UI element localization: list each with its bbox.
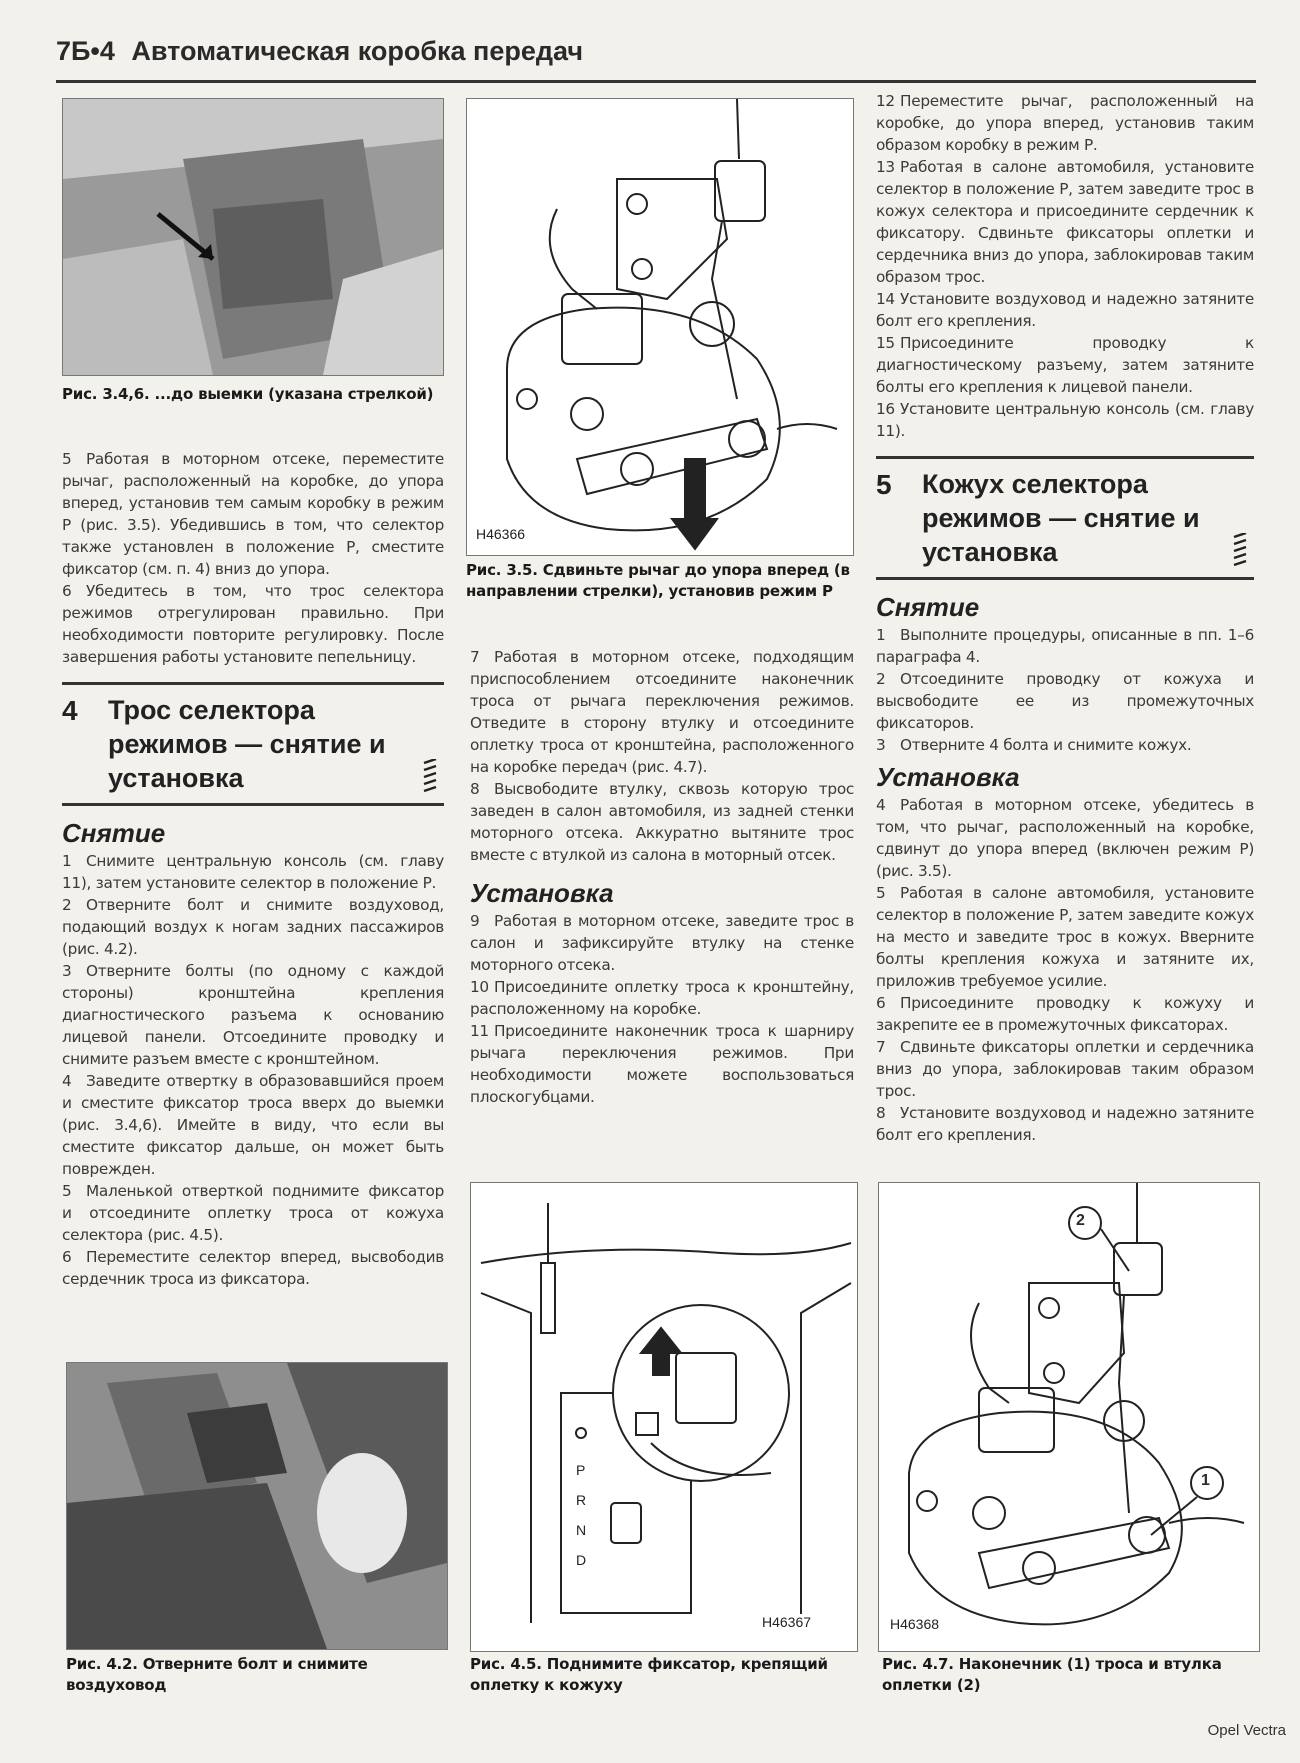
section-title: Трос селектора режимов — снятие и установка (108, 695, 386, 793)
svg-text:P: P (576, 1462, 586, 1478)
paragraph: 7 Работая в моторном отсеке, подходящим приспособлением отсоедините наконечник троса от рычага переключения режимов. Отведите в сторону втулку и отсоедините оплетку троса от кронштейна, расположенного на коробке передач (рис. 4.7). (470, 648, 854, 776)
svg-text:R: R (576, 1492, 587, 1508)
paragraph: 11 Присоедините наконечник троса к шарниру рычага переключения режимов. При необходимости можете воспользоваться плоскогубцами. (470, 1022, 854, 1106)
page-header (56, 36, 1256, 67)
paragraph: 1 Снимите центральную консоль (см. главу 11), затем установите селектор в положение Р. (62, 852, 444, 892)
paragraph: 7 Сдвиньте фиксаторы оплетки и сердечника вниз до упора, заблокировав таким образом трос. (876, 1038, 1254, 1100)
section-number: 4 (62, 695, 78, 726)
install-heading: Установка (470, 878, 614, 908)
column-2 (470, 646, 854, 1108)
paragraph: 15 Присоедините проводку к диагностическому разъему, затем затяните болты его крепления к лицевой панели. (876, 334, 1254, 396)
paragraph: 12 Переместите рычаг, расположенный на коробке, до упора вперед, установив таким образом коробку в режим Р. (876, 92, 1254, 154)
paragraph: 9 Работая в моторном отсеке, заведите трос в салон и зафиксируйте втулку на стенке моторного отсека. (470, 912, 854, 974)
removal-heading: Снятие (62, 818, 166, 848)
figure-3-4-6-caption: Рис. 3.4,6. ...до выемки (указана стрелкой) (62, 385, 434, 403)
difficulty-wrench-icon (1232, 533, 1248, 567)
paragraph: 1 Выполните процедуры, описанные в пп. 1–6 параграфа 4. (876, 626, 1254, 666)
paragraph: 8 Установите воздуховод и надежно затяните болт его крепления. (876, 1104, 1254, 1144)
removal-heading: Снятие (876, 592, 980, 622)
paragraph: 5 Работая в моторном отсеке, переместите рычаг, расположенный на коробке, до упора вперед, установив тем самым коробку в режим Р (рис. 3.5). Убедившись в том, что селектор также установлен в положение Р, сместите фиксатор (см. п. 4) вниз до упора. (62, 450, 444, 578)
paragraph: 14 Установите воздуховод и надежно затяните болт его крепления. (876, 290, 1254, 330)
figure-4-7-drawing (878, 1182, 1260, 1652)
section-4-heading (62, 682, 444, 806)
figure-4-7-callout-2: 2 (1076, 1212, 1085, 1229)
column-3 (876, 90, 1254, 1146)
paragraph: 3 Отверните 4 болта и снимите кожух. (876, 736, 1192, 754)
figure-4-7-callout-1: 1 (1201, 1472, 1210, 1489)
figure-3-4-6-photo (62, 98, 444, 376)
figure-4-2-caption: Рис. 4.2. Отверните болт и снимите воздуховод (66, 1655, 368, 1694)
paragraph: 13 Работая в салоне автомобиля, установите селектор в положение Р, затем заведите трос в кожух селектора и присоедините сердечник к фиксатору. Сдвиньте фиксаторы оплетки и сердечника вниз до упора, заблокировав таким образом трос. (876, 158, 1254, 286)
paragraph: 2 Отверните болт и снимите воздуховод, подающий воздух к ногам задних пассажиров (рис. 4.2). (62, 896, 444, 958)
section-5-heading (876, 456, 1254, 580)
figure-4-5-drawing (470, 1182, 858, 1652)
paragraph: 3 Отверните болты (по одному с каждой стороны) кронштейна крепления диагностического разъема к основанию лицевой панели. Отсоедините проводку и снимите разъем вместе с кронштейном. (62, 962, 444, 1068)
paragraph: 6 Переместите селектор вперед, высвободив сердечник троса из фиксатора. (62, 1248, 444, 1288)
figure-4-5-caption: Рис. 4.5. Поднимите фиксатор, крепящий оплетку к кожуху (470, 1655, 828, 1694)
paragraph: 8 Высвободите втулку, сквозь которую трос заведен в салон автомобиля, из задней стенки моторного отсека. Аккуратно вытяните трос вместе с втулкой из салона в моторный отсек. (470, 780, 854, 864)
column-1 (62, 448, 444, 1290)
paragraph: 10 Присоедините оплетку троса к кронштейну, расположенному на коробке. (470, 978, 854, 1018)
figure-4-5-code: H46367 (762, 1614, 812, 1630)
difficulty-wrench-icon (422, 759, 438, 793)
figure-4-7-code: H46368 (890, 1616, 940, 1632)
paragraph: 16 Установите центральную консоль (см. главу 11). (876, 400, 1254, 440)
figure-3-5-drawing (466, 98, 854, 556)
page-number: 7Б•4 (56, 36, 115, 66)
paragraph: 4 Заведите отвертку в образовавшийся проем и сместите фиксатор троса вверх до выемки (рис. 3.4,6). Имейте в виду, что если вы сместите фиксатор дальше, он может быть поврежден. (62, 1072, 444, 1178)
figure-4-7-caption: Рис. 4.7. Наконечник (1) троса и втулка оплетки (2) (882, 1655, 1222, 1694)
footer-book-title: Opel Vectra (1207, 1722, 1286, 1739)
paragraph: 6 Присоедините проводку к кожуху и закрепите ее в промежуточных фиксаторах. (876, 994, 1254, 1034)
svg-text:N: N (576, 1522, 587, 1538)
section-title: Кожух селектора режимов — снятие и установка (922, 469, 1200, 567)
svg-text:D: D (576, 1552, 587, 1568)
install-heading: Установка (876, 762, 1020, 792)
figure-3-5-caption: Рис. 3.5. Сдвиньте рычаг до упора вперед (в направлении стрелки), установив режим Р (466, 561, 850, 600)
paragraph: 5 Маленькой отверткой поднимите фиксатор и отсоедините оплетку троса от кожуха селектора (рис. 4.5). (62, 1182, 444, 1244)
figure-3-5-code: H46366 (476, 526, 526, 542)
section-number: 5 (876, 469, 892, 500)
paragraph: 5 Работая в салоне автомобиля, установите селектор в положение Р, затем заведите кожух на место и заведите трос в кожух. Вверните болты крепления кожуха и затяните их, приложив требуемое усилие. (876, 884, 1254, 990)
paragraph: 4 Работая в моторном отсеке, убедитесь в том, что рычаг, расположенный на коробке, сдвинут до упора вперед (включен режим Р) (рис. 3.5). (876, 796, 1254, 880)
header-rule (56, 80, 1256, 83)
figure-4-2-photo (66, 1362, 448, 1650)
chapter-title: Автоматическая коробка передач (131, 36, 584, 66)
paragraph: 6 Убедитесь в том, что трос селектора режимов отрегулирован правильно. При необходимости повторите регулировку. После завершения работы установите пепельницу. (62, 582, 444, 666)
paragraph: 2 Отсоедините проводку от кожуха и высвободите ее из промежуточных фиксаторов. (876, 670, 1254, 732)
